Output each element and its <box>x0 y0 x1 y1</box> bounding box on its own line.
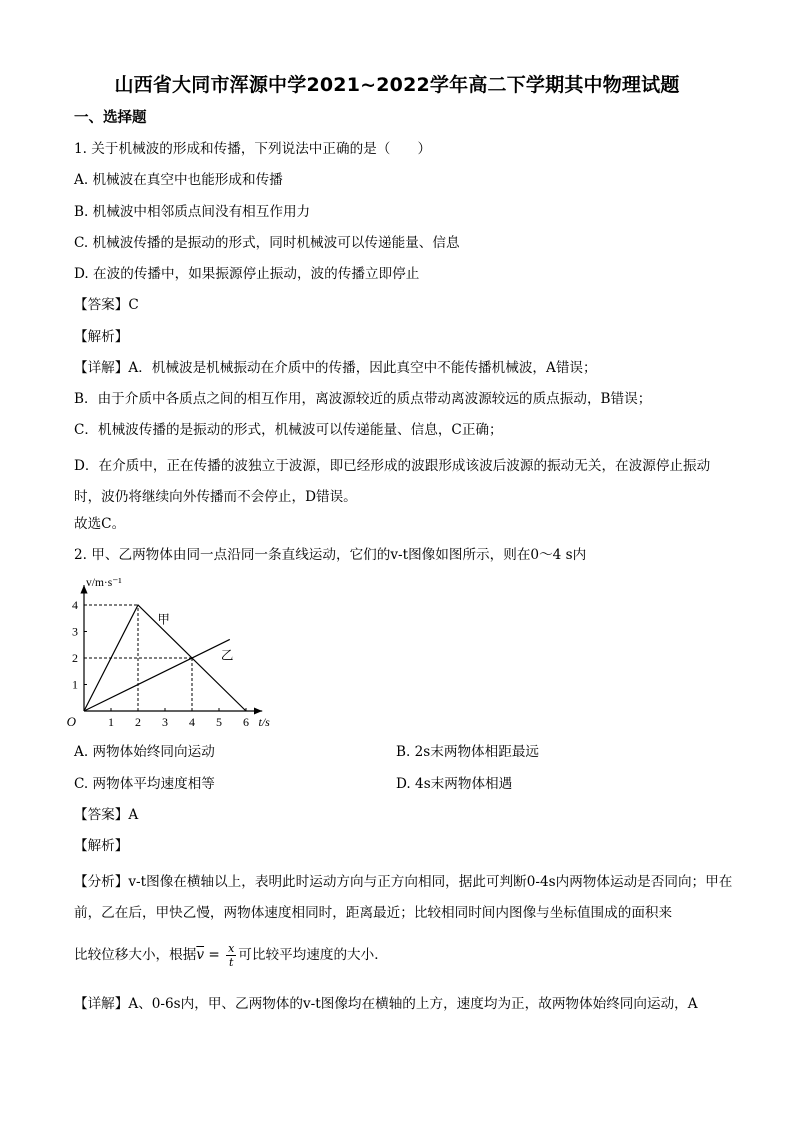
y-tick-label-2: 2 <box>72 651 78 665</box>
q2-detail-a: 【详解】A、0-6s内，甲、乙两物体的v-t图像均在横轴的上方，速度均为正，故两物体始终同向运动，A <box>74 996 698 1012</box>
x-tick-label-5: 5 <box>216 715 222 729</box>
section-heading: 一、选择题 <box>74 110 147 126</box>
vt-graph <box>60 572 300 734</box>
q1-analysis-heading: 【解析】 <box>74 329 129 345</box>
q2-answer: 【答案】A <box>74 807 139 823</box>
series-label-jia: 甲 <box>157 612 170 627</box>
y-axis-label: v/m·s⁻¹ <box>86 577 122 589</box>
series-label-yi: 乙 <box>220 648 234 663</box>
q2-fenxi-formula-line <box>74 942 734 969</box>
y-tick-label-4: 4 <box>72 598 78 612</box>
fraction-denominator: t <box>228 956 234 969</box>
q2-analysis-heading: 【解析】 <box>74 838 129 854</box>
y-tick-label-3: 3 <box>72 624 78 639</box>
x-tick-label-2: 2 <box>135 715 141 729</box>
formula-lead-text: 比较位移大小，根据 <box>74 947 197 963</box>
q1-conclusion: 故选C。 <box>74 516 126 532</box>
formula-fraction <box>226 942 236 969</box>
q1-option-a: A. 机械波在真空中也能形成和传播 <box>74 172 283 188</box>
page-title: 山西省大同市浑源中学2021~2022学年高二下学期其中物理试题 <box>114 74 680 96</box>
average-velocity-symbol: $\overline{v}$ <box>196 947 205 963</box>
q2-option-b: B. 2s末两物体相距最远 <box>396 744 540 760</box>
q1-option-d: D. 在波的传播中，如果振源停止振动，波的传播立即停止 <box>74 266 420 282</box>
x-tick-label-3: 3 <box>162 715 168 729</box>
q2-option-c: C. 两物体平均速度相等 <box>74 776 215 792</box>
q2-option-d: D. 4s末两物体相遇 <box>396 776 513 792</box>
q1-detail-c: C．机械波传播的是振动的形式，机械波可以传递能量、信息，C正确； <box>74 422 503 438</box>
x-tick-label-4: 4 <box>189 715 195 729</box>
origin-label: O <box>66 714 76 729</box>
equals-sign: = <box>204 947 225 963</box>
q2-fenxi: 【分析】v-t图像在横轴以上，表明此时运动方向与正方向相同，据此可判断0-4s内两物体运动是否同向；甲在前，乙在后，甲快乙慢，两物体速度相同时，距离最近；比较相同时间内图像与坐标值围成的面积来 <box>74 874 733 921</box>
q2-option-a: A. 两物体始终同向运动 <box>74 744 215 760</box>
q1-detail-d: D．在介质中，正在传播的波独立于波源，即已经形成的波跟形成该波后波源的振动无关，在波源停止振动时，波仍将继续向外传播而不会停止，D错误。 <box>74 458 711 505</box>
y-tick-label-1: 1 <box>72 677 78 692</box>
q1-option-b: B. 机械波中相邻质点间没有相互作用力 <box>74 204 311 220</box>
q1-option-c: C. 机械波传播的是振动的形式，同时机械波可以传递能量、信息 <box>74 235 460 251</box>
q1-detail-a: 【详解】A．机械波是机械振动在介质中的传播，因此真空中不能传播机械波，A错误； <box>74 360 597 376</box>
x-tick-label-6: 6 <box>243 715 249 729</box>
formula-tail-text: 可比较平均速度的大小． <box>238 947 388 963</box>
x-tick-label-1: 1 <box>108 715 114 729</box>
x-axis-label: t/s <box>258 715 270 729</box>
series-line-1 <box>84 639 230 711</box>
q1-answer: 【答案】C <box>74 297 139 313</box>
q1-detail-b: B．由于介质中各质点之间的相互作用，离波源较近的质点带动离波源较远的质点振动，B错误； <box>74 391 652 407</box>
fraction-numerator: x <box>228 942 235 955</box>
q2-stem: 2. 甲、乙两物体由同一点沿同一条直线运动，它们的v-t图像如图所示，则在0～4 s内 <box>74 547 587 563</box>
q1-stem: 1. 关于机械波的形成和传播，下列说法中正确的是（ ） <box>74 141 432 157</box>
